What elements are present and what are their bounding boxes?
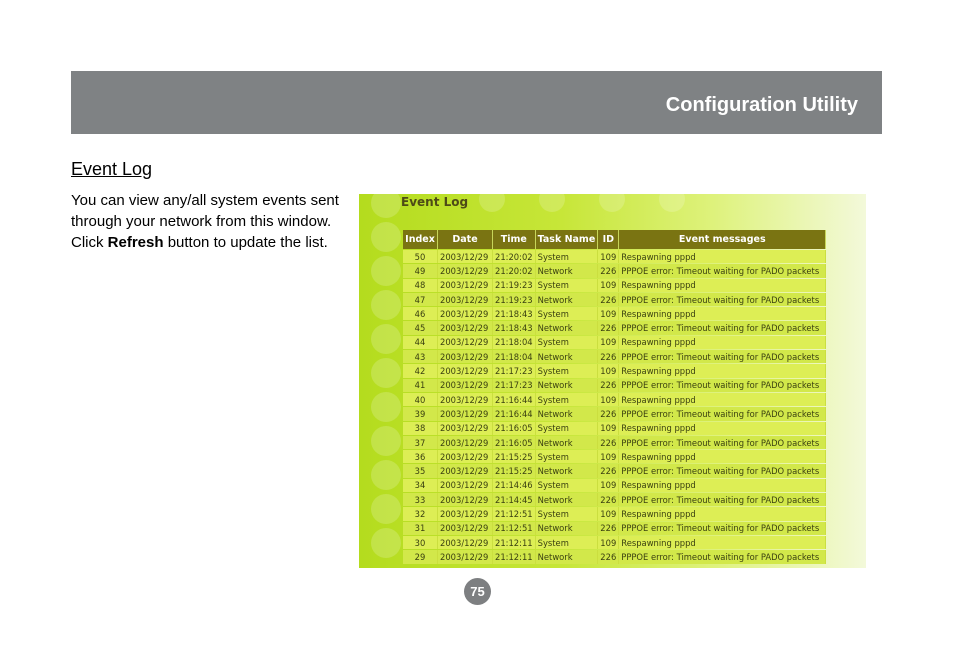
cell-event-message: PPPOE error: Timeout waiting for PADO packets	[619, 293, 826, 306]
cell-task-name: Network	[536, 321, 599, 334]
cell-task-name: System	[536, 250, 599, 263]
decorative-bubble	[371, 392, 401, 422]
cell-index: 50	[403, 250, 438, 263]
cell-index: 37	[403, 436, 438, 449]
cell-time: 21:17:23	[493, 364, 536, 377]
table-row	[403, 407, 826, 420]
cell-event-message: Respawning pppd	[619, 536, 826, 549]
cell-id: 109	[598, 307, 619, 320]
cell-event-message: Respawning pppd	[619, 422, 826, 435]
cell-id: 226	[598, 293, 619, 306]
cell-date: 2003/12/29	[438, 321, 493, 334]
table-row	[403, 336, 826, 349]
cell-index: 44	[403, 336, 438, 349]
cell-time: 21:18:43	[493, 321, 536, 334]
cell-time: 21:12:51	[493, 522, 536, 535]
cell-task-name: System	[536, 422, 599, 435]
cell-time: 21:18:04	[493, 336, 536, 349]
cell-id: 226	[598, 379, 619, 392]
cell-event-message: PPPOE error: Timeout waiting for PADO packets	[619, 264, 826, 277]
table-row	[403, 550, 826, 563]
cell-index: 48	[403, 279, 438, 292]
decorative-bubble	[479, 194, 505, 212]
cell-id: 109	[598, 450, 619, 463]
cell-task-name: Network	[536, 464, 599, 477]
cell-date: 2003/12/29	[438, 250, 493, 263]
cell-id: 226	[598, 264, 619, 277]
cell-time: 21:19:23	[493, 293, 536, 306]
cell-time: 21:16:44	[493, 407, 536, 420]
cell-event-message: Respawning pppd	[619, 307, 826, 320]
cell-task-name: System	[536, 336, 599, 349]
column-header-id: ID	[598, 230, 619, 249]
cell-event-message: PPPOE error: Timeout waiting for PADO packets	[619, 522, 826, 535]
decorative-bubble	[371, 426, 401, 456]
cell-id: 109	[598, 336, 619, 349]
screenshot-title: Event Log	[401, 195, 469, 209]
event-log-table	[403, 229, 826, 565]
cell-index: 46	[403, 307, 438, 320]
cell-time: 21:17:23	[493, 379, 536, 392]
column-header-index: Index	[403, 230, 438, 249]
cell-task-name: System	[536, 507, 599, 520]
cell-index: 43	[403, 350, 438, 363]
cell-index: 30	[403, 536, 438, 549]
cell-time: 21:12:11	[493, 550, 536, 563]
cell-time: 21:12:11	[493, 536, 536, 549]
decorative-bubble	[659, 194, 685, 212]
decorative-bubble	[599, 194, 625, 212]
cell-task-name: Network	[536, 407, 599, 420]
cell-date: 2003/12/29	[438, 264, 493, 277]
decorative-bubble	[371, 358, 401, 388]
cell-date: 2003/12/29	[438, 464, 493, 477]
table-row	[403, 264, 826, 277]
cell-time: 21:14:45	[493, 493, 536, 506]
cell-id: 109	[598, 250, 619, 263]
cell-task-name: Network	[536, 550, 599, 563]
cell-task-name: Network	[536, 379, 599, 392]
decorative-bubble	[371, 222, 401, 252]
cell-event-message: PPPOE error: Timeout waiting for PADO packets	[619, 550, 826, 563]
cell-date: 2003/12/29	[438, 522, 493, 535]
cell-id: 226	[598, 350, 619, 363]
header-bar	[71, 71, 882, 134]
cell-index: 47	[403, 293, 438, 306]
decorative-bubble	[371, 256, 401, 286]
cell-event-message: PPPOE error: Timeout waiting for PADO packets	[619, 379, 826, 392]
cell-event-message: PPPOE error: Timeout waiting for PADO packets	[619, 407, 826, 420]
cell-id: 109	[598, 279, 619, 292]
cell-id: 226	[598, 407, 619, 420]
cell-index: 42	[403, 364, 438, 377]
section-title: Event Log	[71, 159, 153, 179]
table-row	[403, 464, 826, 477]
cell-event-message: Respawning pppd	[619, 364, 826, 377]
cell-date: 2003/12/29	[438, 422, 493, 435]
cell-time: 21:20:02	[493, 250, 536, 263]
column-header-task-name: Task Name	[536, 230, 599, 249]
column-header-time: Time	[493, 230, 536, 249]
cell-task-name: System	[536, 450, 599, 463]
cell-time: 21:16:05	[493, 422, 536, 435]
cell-date: 2003/12/29	[438, 436, 493, 449]
table-row	[403, 364, 826, 377]
cell-task-name: Network	[536, 264, 599, 277]
cell-task-name: System	[536, 393, 599, 406]
table-row	[403, 436, 826, 449]
table-row	[403, 393, 826, 406]
cell-event-message: PPPOE error: Timeout waiting for PADO packets	[619, 493, 826, 506]
cell-task-name: System	[536, 279, 599, 292]
table-row	[403, 307, 826, 320]
cell-task-name: System	[536, 536, 599, 549]
refresh-keyword: Refresh	[107, 234, 164, 251]
cell-date: 2003/12/29	[438, 293, 493, 306]
decorative-bubble	[371, 494, 401, 524]
cell-task-name: Network	[536, 493, 599, 506]
cell-time: 21:19:23	[493, 279, 536, 292]
cell-task-name: Network	[536, 522, 599, 535]
cell-date: 2003/12/29	[438, 379, 493, 392]
cell-time: 21:16:05	[493, 436, 536, 449]
column-header-event-messages: Event messages	[619, 230, 826, 249]
decorative-bubble	[371, 194, 401, 218]
cell-time: 21:14:46	[493, 479, 536, 492]
decorative-bubble	[371, 528, 401, 558]
cell-event-message: Respawning pppd	[619, 250, 826, 263]
cell-time: 21:18:43	[493, 307, 536, 320]
cell-date: 2003/12/29	[438, 407, 493, 420]
table-row	[403, 350, 826, 363]
cell-index: 34	[403, 479, 438, 492]
cell-index: 36	[403, 450, 438, 463]
cell-task-name: Network	[536, 350, 599, 363]
cell-id: 109	[598, 536, 619, 549]
description-text-end: button to update the list.	[163, 234, 328, 251]
cell-task-name: Network	[536, 436, 599, 449]
header-title: Configuration Utility	[665, 94, 858, 116]
cell-event-message: Respawning pppd	[619, 336, 826, 349]
cell-date: 2003/12/29	[438, 336, 493, 349]
event-log-screenshot	[359, 194, 866, 568]
cell-id: 109	[598, 364, 619, 377]
table-row	[403, 536, 826, 549]
cell-index: 49	[403, 264, 438, 277]
table-row	[403, 479, 826, 492]
cell-task-name: Network	[536, 293, 599, 306]
cell-id: 226	[598, 464, 619, 477]
cell-task-name: System	[536, 479, 599, 492]
cell-date: 2003/12/29	[438, 550, 493, 563]
cell-time: 21:12:51	[493, 507, 536, 520]
table-row	[403, 293, 826, 306]
cell-time: 21:18:04	[493, 350, 536, 363]
cell-id: 109	[598, 507, 619, 520]
cell-index: 32	[403, 507, 438, 520]
decorative-bubble	[371, 460, 401, 490]
cell-index: 41	[403, 379, 438, 392]
cell-index: 45	[403, 321, 438, 334]
cell-id: 109	[598, 393, 619, 406]
cell-date: 2003/12/29	[438, 479, 493, 492]
decorative-bubble	[371, 324, 401, 354]
cell-date: 2003/12/29	[438, 507, 493, 520]
cell-event-message: Respawning pppd	[619, 507, 826, 520]
cell-event-message: Respawning pppd	[619, 393, 826, 406]
column-header-date: Date	[438, 230, 493, 249]
table-row	[403, 450, 826, 463]
table-row	[403, 279, 826, 292]
table-row	[403, 522, 826, 535]
cell-event-message: Respawning pppd	[619, 479, 826, 492]
cell-task-name: System	[536, 364, 599, 377]
cell-time: 21:15:25	[493, 464, 536, 477]
cell-date: 2003/12/29	[438, 279, 493, 292]
cell-id: 226	[598, 321, 619, 334]
table-header-row	[403, 230, 826, 249]
section-description	[71, 190, 341, 253]
table-row	[403, 379, 826, 392]
cell-index: 35	[403, 464, 438, 477]
cell-date: 2003/12/29	[438, 350, 493, 363]
cell-event-message: PPPOE error: Timeout waiting for PADO packets	[619, 350, 826, 363]
cell-index: 31	[403, 522, 438, 535]
cell-index: 40	[403, 393, 438, 406]
cell-id: 226	[598, 436, 619, 449]
cell-date: 2003/12/29	[438, 364, 493, 377]
cell-time: 21:20:02	[493, 264, 536, 277]
decorative-bubble	[539, 194, 565, 212]
cell-date: 2003/12/29	[438, 450, 493, 463]
cell-date: 2003/12/29	[438, 307, 493, 320]
cell-id: 109	[598, 422, 619, 435]
cell-event-message: Respawning pppd	[619, 279, 826, 292]
table-row	[403, 250, 826, 263]
table-row	[403, 507, 826, 520]
cell-event-message: PPPOE error: Timeout waiting for PADO packets	[619, 464, 826, 477]
cell-date: 2003/12/29	[438, 536, 493, 549]
cell-time: 21:15:25	[493, 450, 536, 463]
cell-time: 21:16:44	[493, 393, 536, 406]
cell-date: 2003/12/29	[438, 493, 493, 506]
page-number: 75	[464, 578, 491, 605]
table-row	[403, 493, 826, 506]
cell-event-message: Respawning pppd	[619, 450, 826, 463]
description-text-start: You can view any/all system events sent through your network from this window. Click	[71, 192, 339, 251]
cell-date: 2003/12/29	[438, 393, 493, 406]
cell-id: 109	[598, 479, 619, 492]
cell-index: 29	[403, 550, 438, 563]
cell-id: 226	[598, 550, 619, 563]
cell-event-message: PPPOE error: Timeout waiting for PADO packets	[619, 321, 826, 334]
cell-index: 38	[403, 422, 438, 435]
cell-task-name: System	[536, 307, 599, 320]
table-row	[403, 321, 826, 334]
table-row	[403, 422, 826, 435]
cell-event-message: PPPOE error: Timeout waiting for PADO packets	[619, 436, 826, 449]
decorative-bubble	[371, 290, 401, 320]
cell-id: 226	[598, 522, 619, 535]
cell-index: 39	[403, 407, 438, 420]
cell-id: 226	[598, 493, 619, 506]
cell-index: 33	[403, 493, 438, 506]
